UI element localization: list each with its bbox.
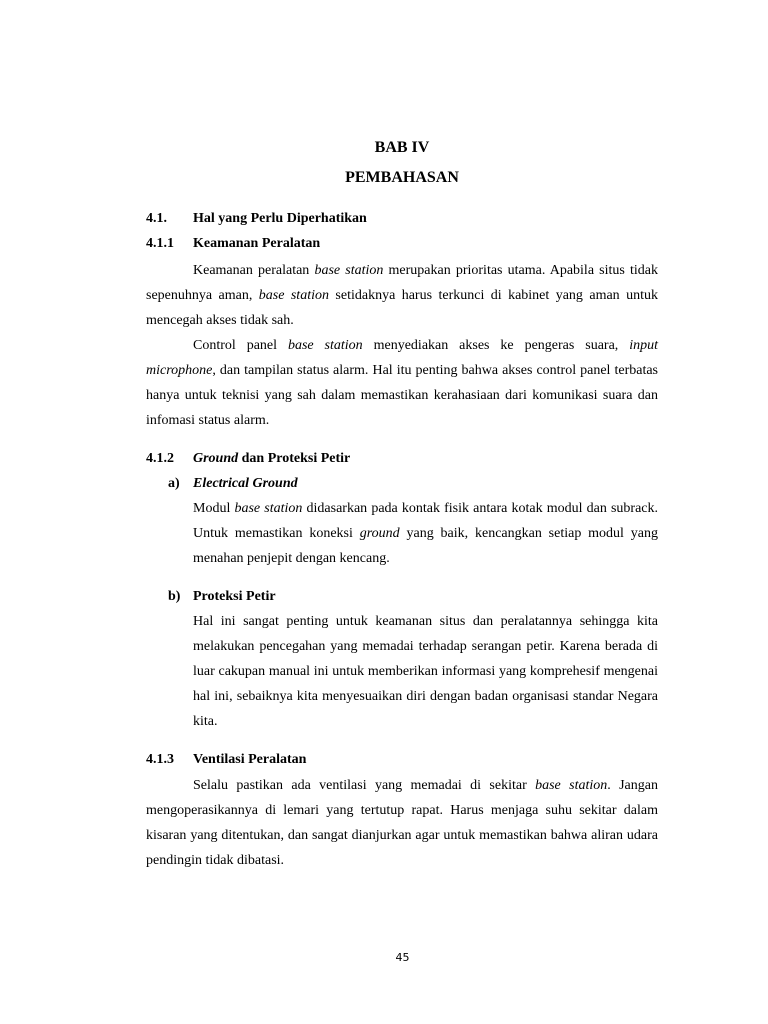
subsection-letter: a) (168, 476, 180, 491)
section-heading-4-1-2 (146, 450, 350, 468)
section-title-italic: Ground (193, 451, 239, 466)
section-number: 4.1.3 (146, 752, 174, 767)
section-heading-4-1-3 (146, 751, 306, 769)
section-number: 4.1. (146, 211, 167, 226)
subsection-heading-b (168, 588, 276, 606)
chapter-title: PEMBAHASAN (345, 169, 459, 186)
paragraph-ventilasi: Selalu pastikan ada ventilasi yang memadai di sekitar base station. Jangan mengoperasikannya di lemari yang tertutup rapat. Harus menjaga suhu sekitar dalam kisaran yang ditentukan, dan sangat dianjurkan agar untuk memastikan bahwa aliran udara pendingin tidak dibatasi. (146, 778, 658, 868)
paragraph-keamanan-2: Control panel base station menyediakan akses ke pengeras suara, input microphone, dan tampilan status alarm. Hal itu penting bahwa akses control panel terbatas hanya untuk teknisi yang sah dalam memastikan kerahasiaan dari komunikasi suara dan infomasi status alarm. (146, 338, 659, 428)
section-title: dan Proteksi Petir (238, 451, 351, 466)
subsection-letter: b) (168, 589, 181, 604)
section-title: Keamanan Peralatan (193, 236, 321, 251)
section-heading-4-1-1 (146, 235, 320, 253)
paragraph-keamanan-1: Keamanan peralatan base station merupakan prioritas utama. Apabila situs tidak sepenuhnya aman, base station setidaknya harus terkunci di kabinet yang aman untuk mencegah akses tidak sah. (146, 263, 658, 328)
section-heading-4-1 (146, 210, 367, 228)
paragraph-proteksi-petir: Hal ini sangat penting untuk keamanan situs dan peralatannya sehingga kita melakukan pencegahan yang memadai terhadap serangan petir. Karena berada di luar cakupan manual ini untuk memberikan informasi yang komprehesif mengenai hal ini, sebaiknya kita menyesuaikan diri dengan badan organisasi standar Negara kita. (193, 614, 658, 729)
section-title: Hal yang Perlu Diperhatikan (193, 211, 367, 226)
chapter-number: BAB IV (374, 139, 430, 156)
page-number: 45 (395, 951, 410, 964)
subsection-title: Proteksi Petir (193, 589, 276, 604)
section-number: 4.1.1 (146, 236, 174, 251)
paragraph-electrical-ground: Modul base station didasarkan pada kontak fisik antara kotak modul dan subrack. Untuk memastikan koneksi ground yang baik, kencangkan setiap modul yang menahan penjepit dengan kencang. (193, 501, 659, 566)
section-title: Ventilasi Peralatan (193, 752, 307, 767)
subsection-heading-a (168, 475, 298, 493)
section-number: 4.1.2 (146, 451, 174, 466)
subsection-title: Electrical Ground (193, 476, 298, 491)
